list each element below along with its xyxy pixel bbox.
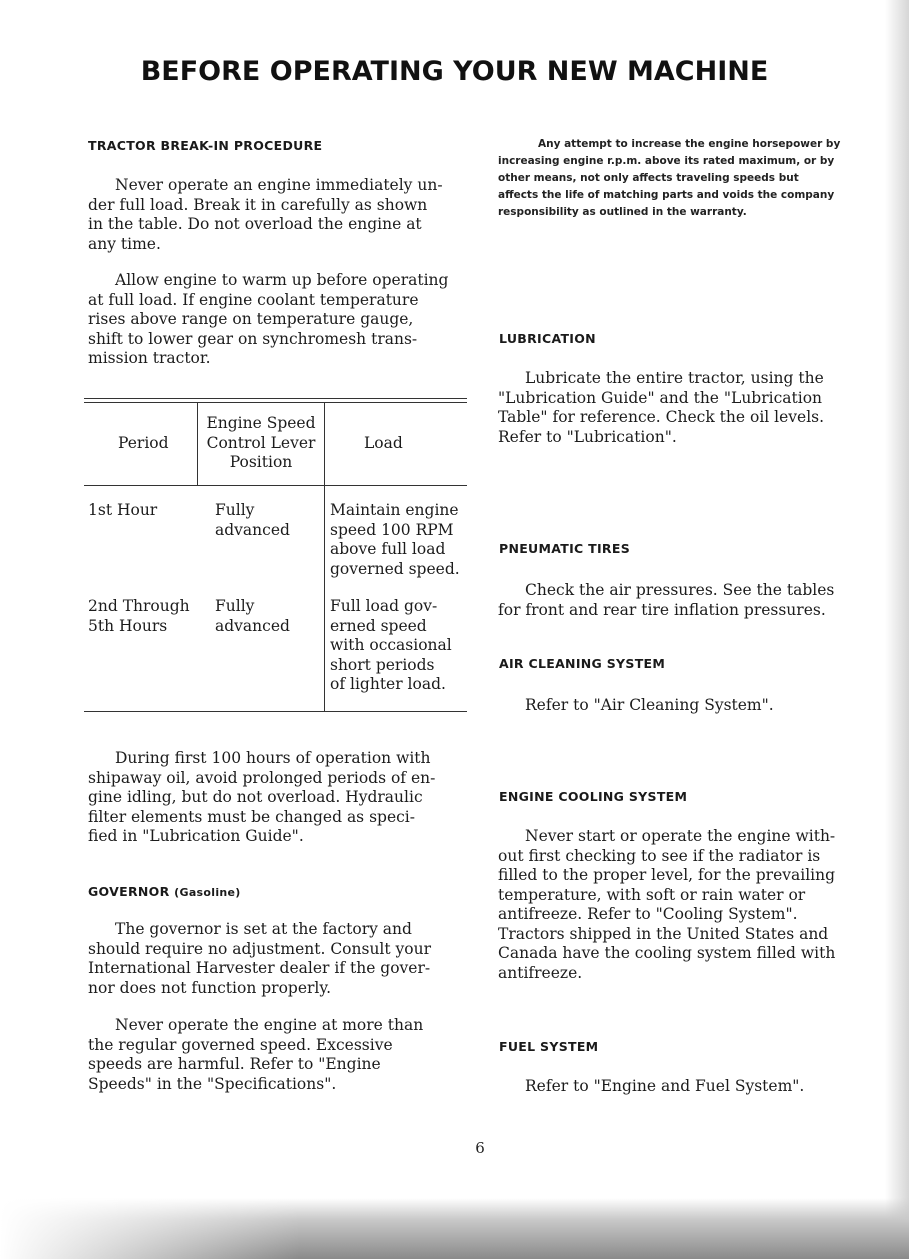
heading-engine-cooling: ENGINE COOLING SYSTEM [499,789,688,804]
table-cell-position: Fully advanced [215,597,290,635]
warranty-note: Any attempt to increase the engine horsepower by increasing engine r.p.m. above its rated maximum, or by other means, not only affects traveling speeds but affects the life of matching parts and voids the company responsibility as outlined in the warranty. [498,138,841,218]
page-title: BEFORE OPERATING YOUR NEW MACHINE [140,56,769,87]
break-in-paragraph-2: Allow engine to warm up before operating at full load. If engine coolant temperature rises above range on temperature gauge, shift to lower gear on synchromesh trans- mission tractor. [88,271,449,367]
heading-lubrication: LUBRICATION [499,331,596,346]
table-top-rule-2 [84,402,467,403]
heading-pneumatic-tires: PNEUMATIC TIRES [499,541,631,556]
table-cell-period: 1st Hour [88,501,158,519]
break-in-paragraph-1: Never operate an engine immediately un- der full load. Break it in carefully as shown in the table. Do not overload the engine at any time. [88,176,443,253]
engine-cooling-paragraph: Never start or operate the engine with- out first checking to see if the radiator is filled to the proper level, for the prevailing temperature, with soft or rain water or antifreeze. Refer to "Cooling System". Tractors shipped in the United States and Canada have the cooling system filled with antifreeze. [498,827,836,982]
break-in-paragraph-3: During first 100 hours of operation with shipaway oil, avoid prolonged periods of en- gine idling, but do not overload. Hydraulic filter elements must be changed as speci- fied in "Lubrication Guide". [88,749,436,845]
table-header-period: Period [118,434,169,452]
table-top-rule [84,398,467,399]
fuel-system-paragraph: Refer to "Engine and Fuel System". [525,1077,805,1095]
table-col-divider-2 [324,402,325,711]
air-cleaning-paragraph: Refer to "Air Cleaning System". [525,696,774,714]
pneumatic-tires-paragraph: Check the air pressures. See the tables for front and rear tire inflation pressures. [498,581,835,619]
table-cell-period: 2nd Through 5th Hours [88,597,190,635]
table-header-load: Load [364,434,403,452]
table-header-rule [84,485,467,486]
heading-air-cleaning: AIR CLEANING SYSTEM [499,656,666,671]
governor-paragraph-1: The governor is set at the factory and should require no adjustment. Consult your International Harvester dealer if the gover- nor does not function properly. [88,920,432,997]
governor-paragraph-2: Never operate the engine at more than the regular governed speed. Excessive speeds are harmful. Refer to "Engine Speeds" in the "Specifications". [88,1016,424,1093]
scan-bottom-shadow-fade [0,1195,300,1259]
table-cell-load: Maintain engine speed 100 RPM above full load governed speed. [330,501,460,578]
table-cell-load: Full load gov- erned speed with occasional short periods of lighter load. [330,597,452,693]
heading-fuel-system: FUEL SYSTEM [499,1039,599,1054]
page-number: 6 [475,1139,485,1157]
heading-governor: GOVERNOR (Gasoline) [88,884,241,899]
table-bottom-rule [84,711,467,712]
heading-tractor-break-in: TRACTOR BREAK-IN PROCEDURE [88,138,323,153]
lubrication-paragraph: Lubricate the entire tractor, using the "Lubrication Guide" and the "Lubrication Table" for reference. Check the oil levels. Refer to "Lubrication". [498,369,825,446]
table-cell-position: Fully advanced [215,501,290,539]
table-header-engine-speed: Engine Speed Control Lever Position [206,414,316,471]
